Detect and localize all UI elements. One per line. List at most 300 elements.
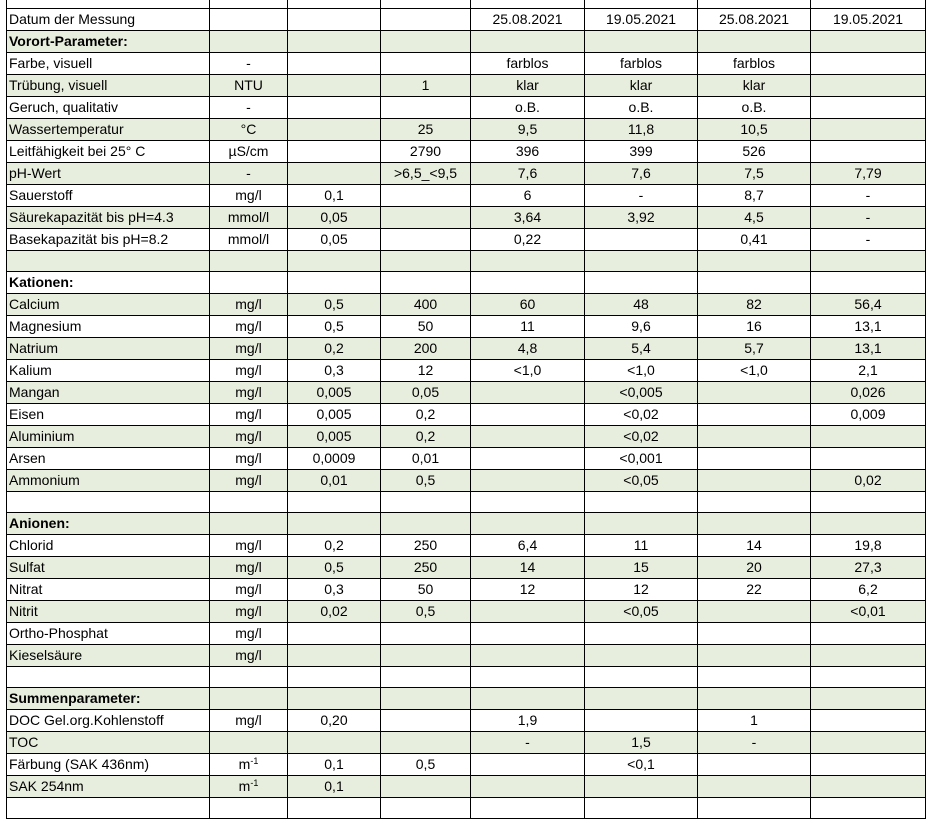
value-cell (210, 534, 288, 556)
row-label: Kieselsäure (9, 646, 83, 663)
value-cell (811, 293, 926, 315)
row-label: Natrium (9, 339, 59, 356)
row-label-cell (7, 425, 210, 447)
table-row (7, 425, 926, 447)
cell-value: 1,9 (517, 711, 538, 728)
value-cell (288, 184, 381, 206)
row-label-cell (7, 491, 210, 512)
row-label: Trübung, visuell (9, 76, 108, 93)
value-cell (210, 578, 288, 600)
row-label-cell (7, 578, 210, 600)
value-cell (698, 96, 811, 118)
cell-value: 13,1 (854, 317, 882, 334)
value-cell (811, 666, 926, 687)
cell-value: 0,5 (415, 602, 436, 619)
cell-value: 25.08.2021 (492, 10, 563, 27)
cell-value: 11,8 (627, 120, 655, 137)
value-cell (471, 381, 585, 403)
cell-value: 7,6 (631, 164, 651, 181)
value-cell (471, 731, 585, 753)
value-cell (811, 491, 926, 512)
cell-value: - (865, 230, 871, 247)
row-label: Chlorid (9, 536, 54, 553)
value-cell (698, 337, 811, 359)
cell-value: °C (240, 120, 257, 137)
table-row (7, 797, 926, 818)
cell-value: farblos (732, 54, 776, 71)
value-cell (698, 666, 811, 687)
value-cell (210, 381, 288, 403)
value-cell (585, 687, 698, 709)
cell-value: mg/l (235, 646, 262, 663)
section-header-row (7, 30, 926, 52)
value-cell (585, 250, 698, 271)
row-label-cell (7, 293, 210, 315)
value-cell (210, 644, 288, 666)
value-cell (381, 600, 471, 622)
row-label: TOC (9, 733, 39, 750)
value-cell (210, 96, 288, 118)
cell-value: mg/l (235, 558, 262, 575)
value-cell (210, 403, 288, 425)
value-cell (288, 293, 381, 315)
value-cell (471, 271, 585, 293)
value-cell (210, 52, 288, 74)
value-cell (811, 74, 926, 96)
cell-value: 4,8 (517, 339, 538, 356)
value-cell (288, 403, 381, 425)
value-cell (210, 666, 288, 687)
value-cell (471, 315, 585, 337)
table-row (7, 359, 926, 381)
value-cell (471, 578, 585, 600)
value-cell (381, 666, 471, 687)
value-cell (585, 556, 698, 578)
value-cell (585, 52, 698, 74)
cell-value: 25 (417, 120, 434, 137)
value-cell (811, 359, 926, 381)
row-label: Wassertemperatur (9, 120, 124, 137)
row-label: Ortho-Phosphat (9, 624, 108, 641)
cell-value: 56,4 (854, 295, 882, 312)
cell-value: 3,92 (627, 208, 655, 225)
section-header-row (7, 512, 926, 534)
section-header-row (7, 687, 926, 709)
cell-value: <0,1 (627, 755, 655, 772)
value-cell (210, 797, 288, 818)
cell-value: µS/cm (228, 142, 269, 159)
table-row (7, 118, 926, 140)
value-cell (811, 118, 926, 140)
row-label-cell (7, 250, 210, 271)
cell-value: <0,005 (619, 383, 663, 400)
value-cell (210, 622, 288, 644)
value-cell (210, 775, 288, 797)
cell-value: 12 (519, 580, 536, 597)
value-cell (288, 600, 381, 622)
cell-value: 82 (746, 295, 762, 312)
value-cell (698, 425, 811, 447)
cell-value: 25.08.2021 (718, 10, 790, 27)
value-cell (210, 30, 288, 52)
cell-value: 6,2 (858, 580, 878, 597)
value-cell (585, 578, 698, 600)
table-row (7, 447, 926, 469)
value-cell (585, 491, 698, 512)
value-cell (698, 162, 811, 184)
cell-value: 399 (629, 142, 653, 159)
value-cell (381, 797, 471, 818)
value-cell (698, 709, 811, 731)
cell-value: 4,5 (744, 208, 764, 225)
value-cell (210, 512, 288, 534)
cell-value: <0,01 (850, 602, 886, 619)
table-row (7, 469, 926, 491)
value-cell (288, 8, 381, 30)
value-cell (585, 293, 698, 315)
cell-value: 1,5 (631, 733, 651, 750)
value-cell (381, 52, 471, 74)
value-cell (471, 52, 585, 74)
row-label: Nitrat (9, 580, 43, 597)
row-label-cell (7, 775, 210, 797)
value-cell (698, 250, 811, 271)
value-cell (698, 600, 811, 622)
table-row (7, 491, 926, 512)
value-cell (811, 709, 926, 731)
value-cell (698, 534, 811, 556)
value-cell (210, 687, 288, 709)
cell-value: mg/l (235, 536, 262, 553)
cell-value: 0,1 (324, 777, 344, 794)
cell-value: farblos (619, 54, 663, 71)
row-label: Eisen (9, 405, 45, 422)
value-cell (288, 512, 381, 534)
value-cell (381, 30, 471, 52)
value-cell (381, 491, 471, 512)
value-cell (698, 293, 811, 315)
value-cell (288, 534, 381, 556)
cell-value: 11 (633, 536, 649, 553)
row-label: Farbe, visuell (9, 54, 93, 71)
cell-value: 0,005 (316, 427, 352, 444)
value-cell (698, 52, 811, 74)
cell-value: 0,22 (513, 230, 542, 247)
value-cell (471, 622, 585, 644)
value-cell (210, 425, 288, 447)
cell-value: 1 (750, 711, 758, 728)
cell-value: 0,05 (320, 230, 348, 247)
table-row (7, 52, 926, 74)
value-cell (288, 30, 381, 52)
cell-value: mg/l (235, 317, 262, 334)
value-cell (698, 775, 811, 797)
cell-value: 250 (413, 558, 438, 575)
value-cell (698, 556, 811, 578)
value-cell (585, 403, 698, 425)
table-top-edge (7, 0, 926, 8)
value-cell (811, 578, 926, 600)
value-cell (288, 96, 381, 118)
row-label-cell (7, 315, 210, 337)
value-cell (210, 8, 288, 30)
value-cell (471, 469, 585, 491)
value-cell (381, 534, 471, 556)
row-label: Färbung (SAK 436nm) (9, 755, 150, 772)
row-label-cell (7, 709, 210, 731)
value-cell (585, 271, 698, 293)
cell-value: 396 (515, 142, 540, 159)
value-cell (381, 74, 471, 96)
row-label: Säurekapazität bis pH=4.3 (9, 208, 174, 225)
cell-value: 19.05.2021 (605, 10, 677, 27)
cell-value: 19.05.2021 (832, 10, 904, 27)
row-label-cell (7, 381, 210, 403)
cell-value: 6 (523, 186, 532, 203)
cell-value: 0,41 (740, 230, 768, 247)
value-cell (381, 512, 471, 534)
value-cell (381, 337, 471, 359)
row-label-cell (7, 271, 210, 293)
cell-value: 12 (417, 361, 434, 378)
row-label-cell (7, 162, 210, 184)
cell-value: 50 (417, 317, 434, 334)
cell-value: mg/l (235, 186, 262, 203)
table-row (7, 753, 926, 775)
value-cell (210, 731, 288, 753)
cell-value: 0,02 (854, 471, 882, 488)
value-cell (381, 556, 471, 578)
cell-value: - (246, 164, 251, 181)
cell-value: 0,05 (320, 208, 348, 225)
value-cell (381, 447, 471, 469)
value-cell (381, 578, 471, 600)
cell-value: mg/l (235, 711, 262, 728)
row-label-cell (7, 469, 210, 491)
value-cell (210, 118, 288, 140)
value-cell (471, 250, 585, 271)
table-row (7, 206, 926, 228)
cell-value: 6,4 (517, 536, 538, 553)
value-cell (210, 140, 288, 162)
table-body (7, 0, 926, 818)
value-cell (288, 337, 381, 359)
row-label: Datum der Messung (9, 10, 136, 27)
value-cell (471, 162, 585, 184)
value-cell (811, 381, 926, 403)
cell-value: 14 (746, 536, 762, 553)
value-cell (585, 709, 698, 731)
cell-value: 2,1 (858, 361, 878, 378)
row-label-cell (7, 118, 210, 140)
value-cell (381, 403, 471, 425)
value-cell (210, 447, 288, 469)
cell-value: mg/l (235, 295, 262, 312)
value-cell (585, 600, 698, 622)
cell-value: 5,4 (631, 339, 651, 356)
cell-value: 5,7 (744, 339, 764, 356)
row-label-cell (7, 184, 210, 206)
value-cell (288, 315, 381, 337)
value-cell (210, 359, 288, 381)
value-cell (381, 731, 471, 753)
row-label-cell (7, 644, 210, 666)
value-cell (585, 118, 698, 140)
value-cell (288, 140, 381, 162)
value-cell (811, 600, 926, 622)
cell-value: mg/l (235, 361, 262, 378)
cell-value: <0,001 (619, 449, 663, 466)
row-label-cell (7, 447, 210, 469)
value-cell (381, 315, 471, 337)
value-cell (471, 337, 585, 359)
value-cell (585, 359, 698, 381)
row-label: Basekapazität bis pH=8.2 (9, 230, 169, 247)
cell-value: $m^{-1}$ (238, 755, 259, 772)
value-cell (585, 315, 698, 337)
value-cell (381, 140, 471, 162)
table-row (7, 315, 926, 337)
value-cell (210, 600, 288, 622)
table-row (7, 293, 926, 315)
cell-value: 0,2 (415, 427, 436, 444)
value-cell (381, 250, 471, 271)
value-cell (698, 184, 811, 206)
row-label: DOC Gel.org.Kohlenstoff (9, 711, 164, 728)
value-cell (471, 140, 585, 162)
value-cell (811, 206, 926, 228)
row-label-cell (7, 731, 210, 753)
value-cell (811, 228, 926, 250)
value-cell (811, 731, 926, 753)
row-label: Aluminium (9, 427, 75, 444)
value-cell (698, 797, 811, 818)
value-cell (471, 753, 585, 775)
cell-value: 0,1 (324, 755, 344, 772)
cell-value: 3,64 (513, 208, 542, 225)
value-cell (288, 118, 381, 140)
row-label-cell (7, 666, 210, 687)
value-cell (471, 534, 585, 556)
value-cell (471, 293, 585, 315)
value-cell (698, 512, 811, 534)
value-cell (585, 337, 698, 359)
table-row (7, 228, 926, 250)
value-cell (288, 425, 381, 447)
cell-value: 0,2 (415, 405, 436, 422)
value-cell (811, 534, 926, 556)
value-cell (381, 96, 471, 118)
value-cell (210, 293, 288, 315)
value-cell (288, 775, 381, 797)
value-cell (210, 337, 288, 359)
table-row (7, 381, 926, 403)
cell-value: <1,0 (627, 361, 655, 378)
value-cell (698, 447, 811, 469)
value-cell (288, 709, 381, 731)
cell-value: 0,02 (320, 602, 348, 619)
cell-value: mg/l (235, 471, 262, 488)
value-cell (288, 491, 381, 512)
table-row (7, 556, 926, 578)
cell-value: >6,5_<9,5 (393, 164, 458, 181)
value-cell (698, 359, 811, 381)
cell-value: - (246, 54, 251, 71)
cell-value: - (638, 186, 644, 203)
value-cell (288, 447, 381, 469)
value-cell (381, 359, 471, 381)
value-cell (811, 315, 926, 337)
row-label: Sauerstoff (9, 186, 73, 203)
value-cell (585, 797, 698, 818)
cell-value: mmol/l (227, 208, 270, 225)
cell-value: 20 (746, 558, 762, 575)
value-cell (811, 556, 926, 578)
table-row (7, 666, 926, 687)
table-row (7, 644, 926, 666)
cell-value: <0,05 (623, 471, 659, 488)
cell-value: - (246, 98, 251, 115)
value-cell (210, 556, 288, 578)
value-cell (698, 8, 811, 30)
row-label-cell (7, 622, 210, 644)
cell-value: 12 (633, 580, 649, 597)
cell-value: 2790 (409, 142, 442, 159)
value-cell (698, 578, 811, 600)
table-row (7, 8, 926, 30)
value-cell (471, 491, 585, 512)
cell-value: o.B. (515, 98, 540, 115)
value-cell (288, 250, 381, 271)
value-cell (698, 74, 811, 96)
row-label-cell (7, 512, 210, 534)
value-cell (471, 447, 585, 469)
cell-value: <0,02 (623, 427, 659, 444)
value-cell (585, 775, 698, 797)
value-cell (471, 666, 585, 687)
value-cell (288, 52, 381, 74)
value-cell (471, 118, 585, 140)
value-cell (698, 753, 811, 775)
cell-value: 7,79 (854, 164, 882, 181)
cell-value: o.B. (628, 98, 654, 115)
cell-value: mg/l (235, 405, 262, 422)
cell-value: 27,3 (854, 558, 882, 575)
value-cell (288, 687, 381, 709)
value-cell (698, 315, 811, 337)
value-cell (585, 753, 698, 775)
value-cell (288, 206, 381, 228)
row-label: Calcium (9, 295, 60, 312)
value-cell (381, 8, 471, 30)
table-row (7, 184, 926, 206)
cell-value: mg/l (235, 449, 262, 466)
value-cell (381, 753, 471, 775)
value-cell (811, 250, 926, 271)
value-cell (381, 293, 471, 315)
cell-value: 0,5 (415, 755, 436, 772)
measurement-table (6, 0, 926, 819)
row-label: Mangan (9, 383, 60, 400)
value-cell (210, 709, 288, 731)
cell-value: 0,1 (324, 186, 344, 203)
row-label: Vorort-Parameter: (9, 32, 128, 49)
row-label: Kalium (9, 361, 52, 378)
row-label-cell (7, 30, 210, 52)
value-cell (471, 709, 585, 731)
value-cell (471, 359, 585, 381)
table-row (7, 709, 926, 731)
